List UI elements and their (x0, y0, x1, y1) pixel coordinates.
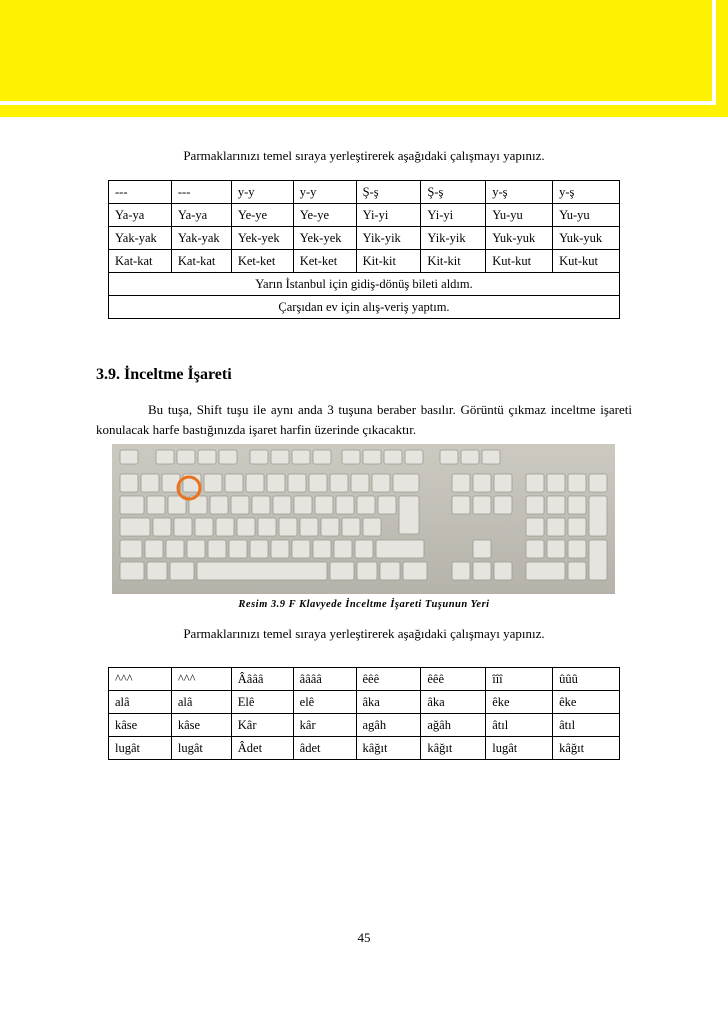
table-cell: Yik-yik (421, 227, 486, 250)
practice-sentence: Çarşıdan ev için alış-veriş yaptım. (109, 296, 620, 319)
table-cell: Elê (231, 691, 293, 714)
table-cell: êêê (356, 668, 421, 691)
table-cell: êke (486, 691, 553, 714)
table-cell: Yak-yak (171, 227, 231, 250)
table-cell: Ye-ye (231, 204, 293, 227)
table-cell: Yuk-yuk (486, 227, 553, 250)
table-cell: Ş-ş (421, 181, 486, 204)
keyboard-image (112, 444, 615, 594)
table-cell: Yek-yek (293, 227, 356, 250)
table-cell: Ye-ye (293, 204, 356, 227)
table-row (109, 691, 620, 714)
table-cell: ûûû (553, 668, 620, 691)
table-cell: Kit-kit (356, 250, 421, 273)
table-cell: ^^^ (171, 668, 231, 691)
practice-sentence: Yarın İstanbul için gidiş-dönüş bileti aldım. (109, 273, 620, 296)
table-cell: Kut-kut (553, 250, 620, 273)
instruction-text-2: Parmaklarınızı temel sıraya yerleştirerek aşağıdaki çalışmayı yapınız. (183, 626, 545, 641)
table-row (109, 714, 620, 737)
table-row (109, 273, 620, 296)
table-cell: âka (356, 691, 421, 714)
table-cell: lugât (486, 737, 553, 760)
table-row (109, 204, 620, 227)
drill-table-2 (108, 667, 620, 760)
table-cell: agâh (356, 714, 421, 737)
table-cell: ââââ (293, 668, 356, 691)
table-cell: ^^^ (109, 668, 172, 691)
table-cell: Kâr (231, 714, 293, 737)
table-cell: kâğıt (356, 737, 421, 760)
table-cell: Yu-yu (486, 204, 553, 227)
table-cell: elê (293, 691, 356, 714)
table-cell: kâğıt (553, 737, 620, 760)
table-cell: âdet (293, 737, 356, 760)
table-cell: Yi-yi (356, 204, 421, 227)
table-cell: Kit-kit (421, 250, 486, 273)
section-paragraph: Bu tuşa, Shift tuşu ile aynı anda 3 tuşuna beraber basılır. Görüntü çıkmaz inceltme işareti konulacak harfe bastığınızda işaret harfin üzerinde çıkacaktır. (96, 402, 632, 437)
table-cell: kâr (293, 714, 356, 737)
table-cell: Kat-kat (171, 250, 231, 273)
table-row (109, 296, 620, 319)
table-cell: âtıl (553, 714, 620, 737)
table-cell: Âdet (231, 737, 293, 760)
table-row (109, 668, 620, 691)
table-cell: Ya-ya (109, 204, 172, 227)
table-cell: Yak-yak (109, 227, 172, 250)
table-cell: ağâh (421, 714, 486, 737)
table-cell: lugât (171, 737, 231, 760)
keyboard-photo (112, 444, 615, 594)
table-cell: îîî (486, 668, 553, 691)
table-cell: y-ş (553, 181, 620, 204)
table-cell: âtıl (486, 714, 553, 737)
table-cell: Yi-yi (421, 204, 486, 227)
instruction-text: Parmaklarınızı temel sıraya yerleştirerek aşağıdaki çalışmayı yapınız. (183, 148, 545, 163)
table-cell: kâse (109, 714, 172, 737)
table-cell: Kat-kat (109, 250, 172, 273)
table-cell: Ya-ya (171, 204, 231, 227)
table-cell: alâ (109, 691, 172, 714)
table-cell: --- (109, 181, 172, 204)
table-cell: Yik-yik (356, 227, 421, 250)
table-row (109, 737, 620, 760)
table-cell: Kut-kut (486, 250, 553, 273)
table-cell: Yek-yek (231, 227, 293, 250)
table-cell: Ââââ (231, 668, 293, 691)
page-number: 45 (357, 930, 371, 945)
table-cell: Ket-ket (231, 250, 293, 273)
table-cell: âka (421, 691, 486, 714)
table-cell: êke (553, 691, 620, 714)
table-cell: êêê (421, 668, 486, 691)
table-cell: alâ (171, 691, 231, 714)
table-cell: y-ş (486, 181, 553, 204)
table-row (109, 181, 620, 204)
table-row (109, 250, 620, 273)
table-cell: y-y (231, 181, 293, 204)
table-cell: y-y (293, 181, 356, 204)
table-cell: kâse (171, 714, 231, 737)
table-cell: Ket-ket (293, 250, 356, 273)
table-row (109, 227, 620, 250)
table-cell: lugât (109, 737, 172, 760)
figure-caption: Resim 3.9 F Klavyede İnceltme İşareti Tuşunun Yeri (238, 599, 490, 610)
table-cell: Yuk-yuk (553, 227, 620, 250)
table-cell: kâğıt (421, 737, 486, 760)
drill-table-1 (108, 180, 620, 319)
table-cell: Yu-yu (553, 204, 620, 227)
section-heading: 3.9. İnceltme İşareti (96, 366, 232, 383)
table-cell: --- (171, 181, 231, 204)
header-banner (0, 0, 728, 117)
table-cell: Ş-ş (356, 181, 421, 204)
